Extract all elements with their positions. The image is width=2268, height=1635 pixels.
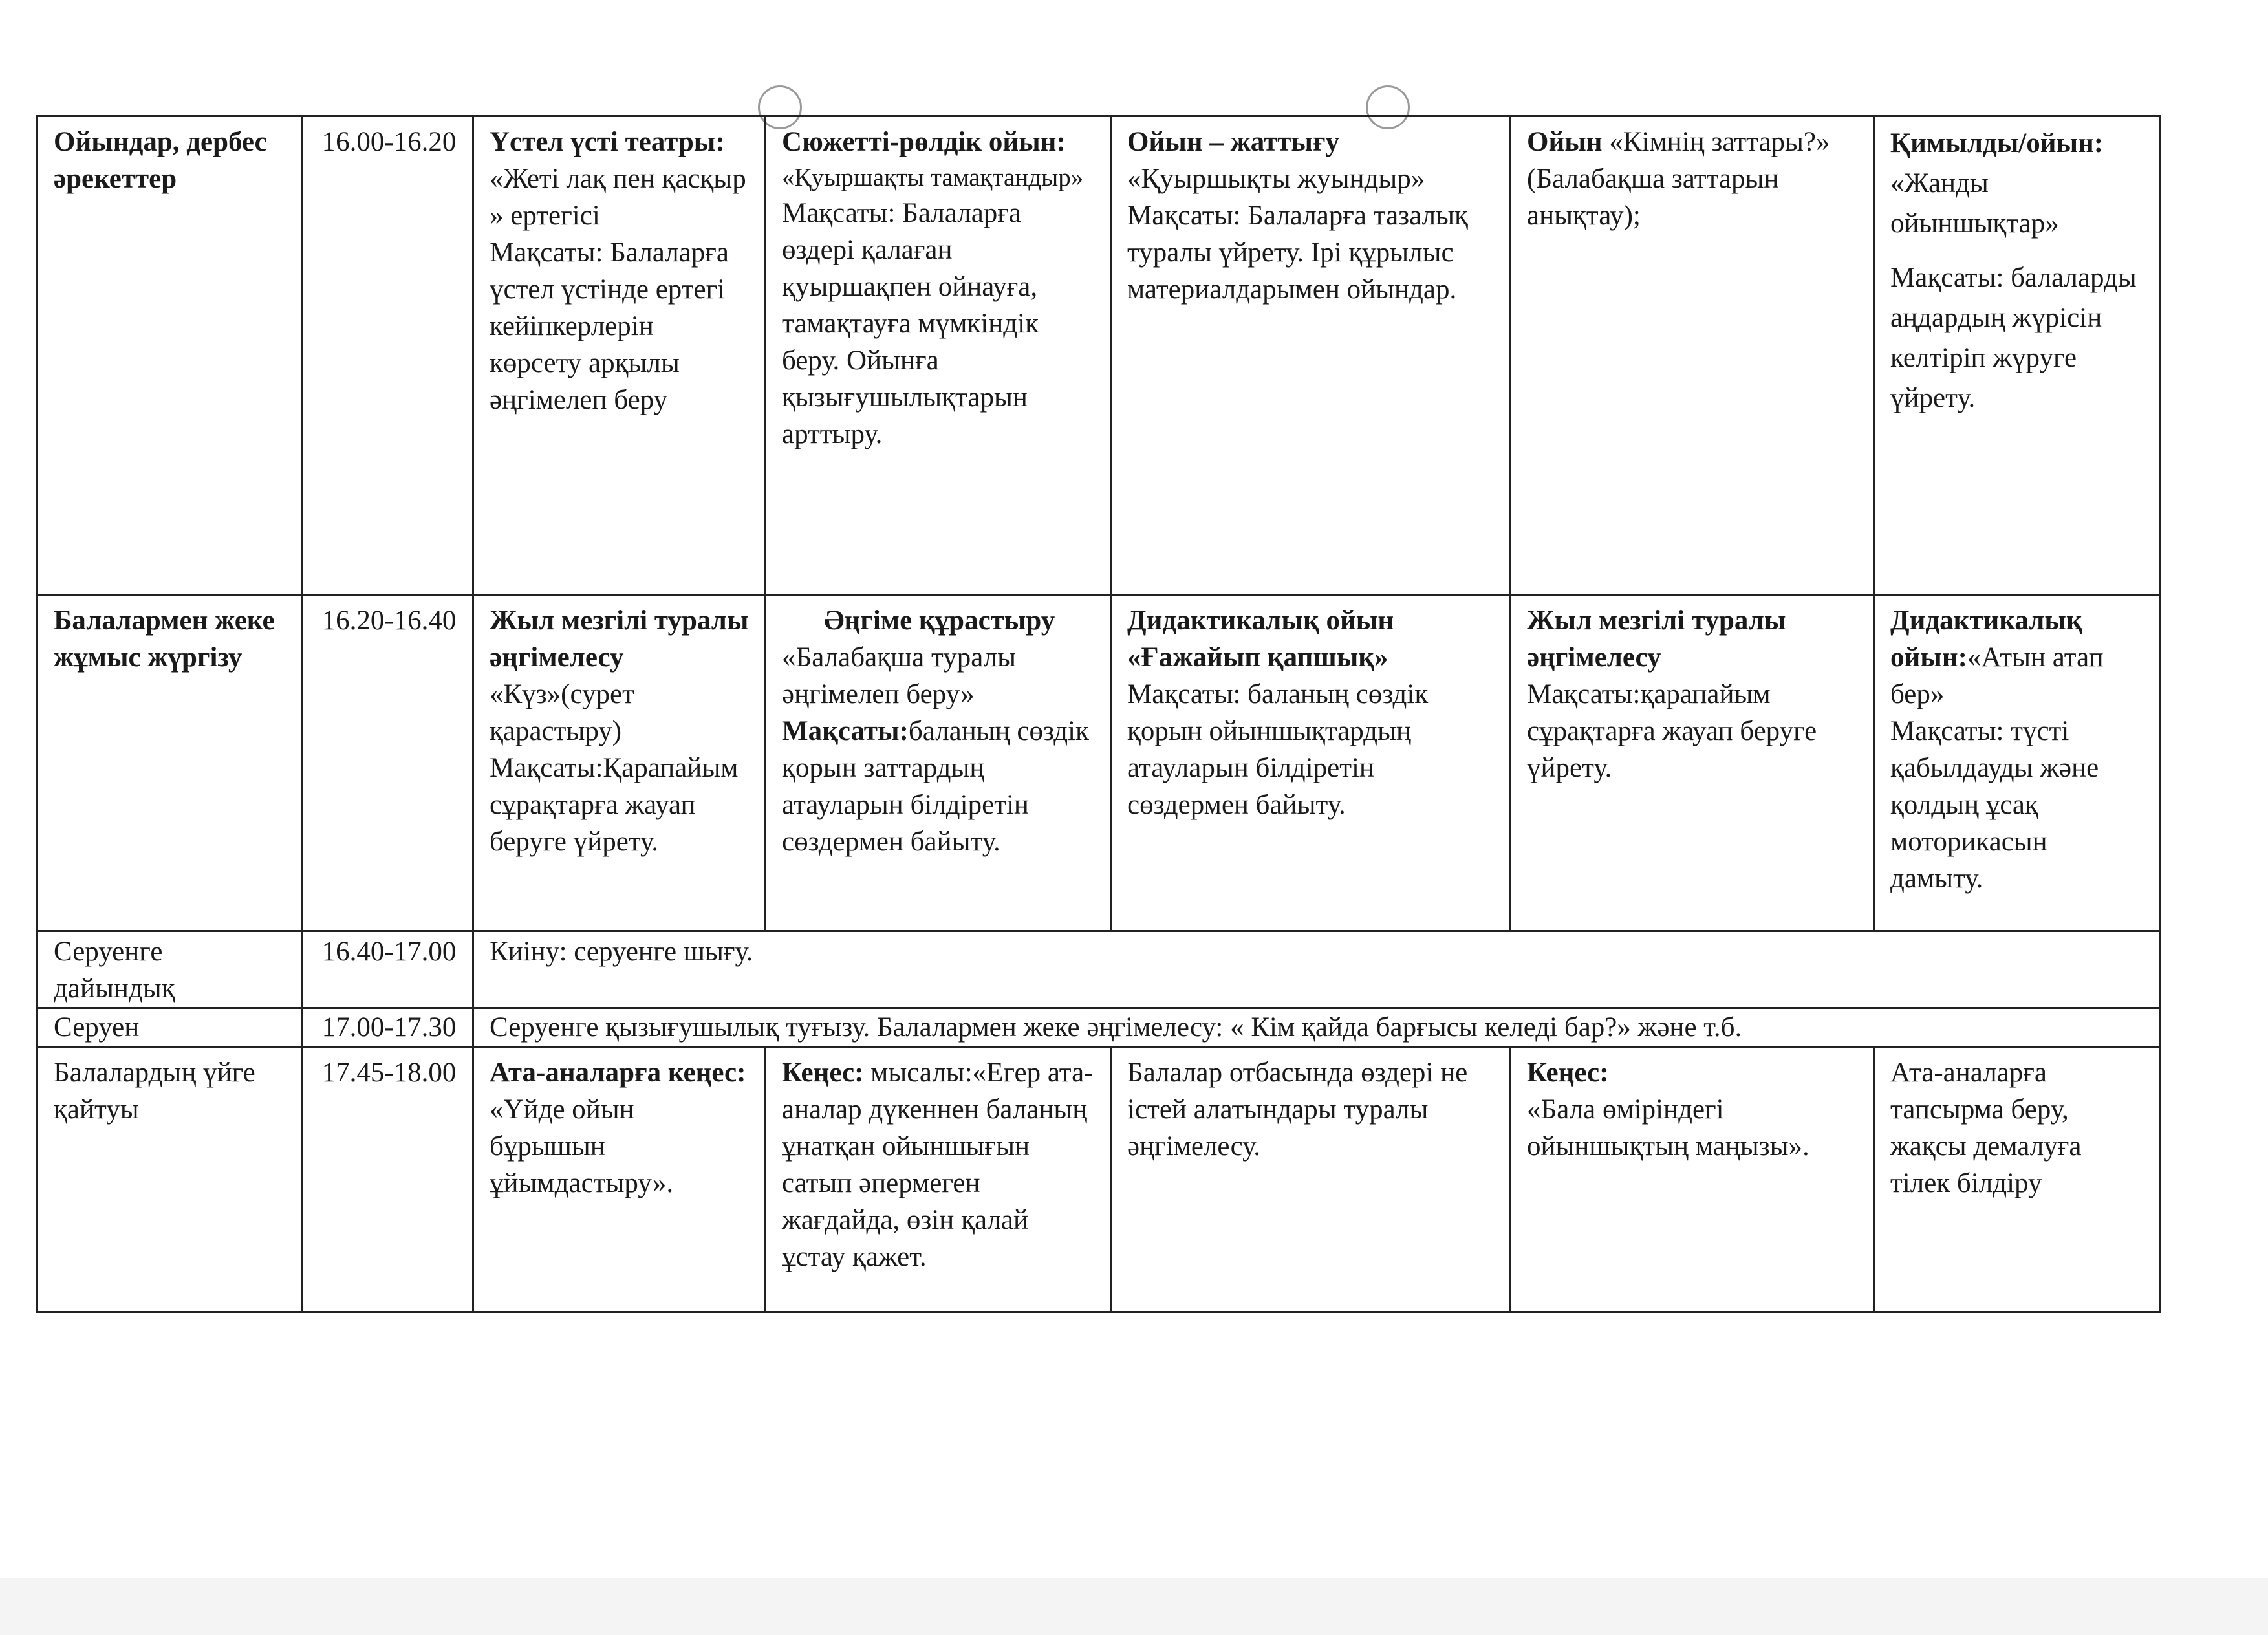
day-cell [473,1047,766,1312]
day-title: Дидактикалық ойын: [1890,605,2082,673]
day-title: Дидактикалық ойын «Ғажайып қапшық» [1127,605,1394,673]
day-title: Ата-аналарға кеңес: [490,1057,746,1088]
day-cell [1111,595,1511,931]
table-row [38,595,2160,931]
table-row [38,1008,2160,1047]
day-text: Мақсаты: баланың сөздік қорын ойыншықтардың атауларын білдіретін сөздермен байыту. [1127,679,1429,820]
day-subtitle: «Балабақша туралы әңгімелеп беру» [782,642,1017,709]
day-cell [1111,1047,1511,1312]
day-text: Мақсаты: Балаларға үстел үстінде ертегі кейіпкерлерін көрсету арқылы әңгімелеп беру [490,237,729,415]
day-subtitle: «Қуыршықты жуындыр» [1127,164,1425,194]
activity-cell: Балалардың үйге қайтуы [38,1047,303,1312]
day-title: Ойын [1527,127,1603,157]
day-cell [1111,116,1511,595]
day-cell [1874,1047,2160,1312]
day-title: Кеңес: [782,1057,864,1088]
day-text: Мақсаты: балаларды аңдардың жүрісін келтіріп жүруге үйрету. [1890,263,2137,413]
day-title: Жыл мезгілі туралы әңгімелесу [490,605,749,673]
day-text: Мақсаты:қарапайым сұрақтарға жауап беруге үйрету. [1527,679,1817,783]
day-cell [766,116,1111,595]
day-title: Жыл мезгілі туралы әңгімелесу [1527,605,1786,673]
table-row [38,931,2160,1008]
scan-edge-shade [0,1578,2268,1635]
day-cell [473,595,766,931]
day-text: баланың сөздік қорын заттардың атауларын білдіретін сөздермен байыту. [782,716,1089,857]
day-subtitle: «Қуыршақты тамақтандыр» [782,164,1084,191]
day-title: Ойын – жаттығу [1127,127,1339,157]
day-text: Мақсаты: Балаларға өздері қалаған қуыршақпен ойнауға, тамақтауға мүмкіндік беру. Ойынға қызығушылықтарын арттыру. [782,198,1039,449]
day-cell [473,116,766,595]
day-text: Мақсаты: Балаларға тазалық туралы үйрету. Ірі құрылыс материалдарымен ойындар. [1127,200,1468,305]
merged-cell: Киіну: серуенге шығу. [473,931,2160,1008]
day-title: Сюжетті-рөлдік ойын: [782,127,1066,157]
time-cell: 17.45-18.00 [303,1047,473,1312]
day-title: Үстел үсті театры: [490,127,725,157]
day-subtitle: «Күз»(сурет қарастыру) [490,679,634,746]
time-cell: 16.20-16.40 [303,595,473,931]
day-text: Мақсаты:Қарапайым сұрақтарға жауап беруге үйрету. [490,753,739,857]
day-cell [766,1047,1111,1312]
day-subtitle: «Атын атап бер» [1890,642,2104,709]
day-text: мысалы:«Егер ата-аналар дүкеннен баланың ұнатқан ойыншығын сатып әпермеген жағдайда, өзін қалай ұстау қажет. [782,1057,1094,1272]
time-cell: 16.00-16.20 [303,116,473,595]
time-cell: 16.40-17.00 [303,931,473,1008]
table-row [38,116,2160,595]
day-title: Кеңес: [1527,1057,1609,1088]
day-subtitle: «Кімнің заттары?» (Балабақша заттарын анықтау); [1527,127,1830,231]
table-row [38,1047,2160,1312]
day-subtitle: «Жеті лақ пен қасқыр » ертегісі [490,164,746,231]
day-text: «Үйде ойын бұрышын ұйымдастыру». [490,1094,674,1198]
day-cell [1874,595,2160,931]
day-title: Қимылды/ойын: [1890,128,2104,158]
day-cell [1511,116,1874,595]
day-cell [1511,1047,1874,1312]
time-cell: 17.00-17.30 [303,1008,473,1047]
activity-cell: Балалармен жеке жұмыс жүргізу [38,595,303,931]
daily-plan-table [36,115,2161,1313]
activity-cell: Ойындар, дербес әрекеттер [38,116,303,595]
merged-cell: Серуенге қызығушылық туғызу. Балалармен жеке әңгімелесу: « Кім қайда барғысы келеді бар?» және т.б. [473,1008,2160,1047]
day-cell [1874,116,2160,595]
day-text: Ата-аналарға тапсырма беру, жақсы демалуға тілек білдіру [1890,1057,2082,1198]
day-text: Мақсаты: түсті қабылдауды және қолдың ұсақ моторикасын дамыту. [1890,716,2099,894]
activity-cell: Серуен [38,1008,303,1047]
day-text: Балалар отбасында өздері не істей алатындары туралы әңгімелесу. [1127,1057,1468,1162]
day-title: Әңгіме құрастыру [823,605,1055,636]
day-cell [766,595,1111,931]
day-subtitle: «Жанды ойыншықтар» [1890,168,2059,239]
activity-cell: Серуенге дайындық [38,931,303,1008]
day-text-label: Мақсаты: [782,716,909,746]
day-text: «Бала өміріндегі ойыншықтың маңызы». [1527,1094,1809,1162]
day-cell [1511,595,1874,931]
